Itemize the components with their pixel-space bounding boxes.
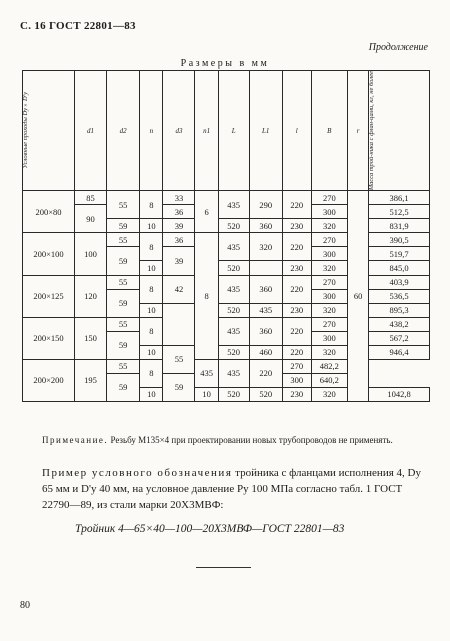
table-caption: Размеры в мм — [180, 58, 270, 69]
cell-L1: 460 — [249, 345, 282, 359]
cell-L1 — [249, 261, 282, 275]
cell-r: 60 — [348, 191, 369, 402]
note-label: Примечание. — [42, 435, 109, 445]
cell-d2: 59 — [107, 373, 140, 401]
cell-B: 320 — [311, 345, 347, 359]
header-L: L — [218, 71, 249, 191]
header-d2: d2 — [107, 71, 140, 191]
cell-dn: 200×100 — [23, 233, 75, 275]
cell-l: 220 — [282, 191, 311, 219]
cell-L: 520 — [218, 387, 249, 401]
header-d1: d1 — [74, 71, 106, 191]
table-row — [23, 233, 430, 247]
cell-d2: 59 — [107, 289, 140, 317]
note-text: Резьбу М135×4 при проектировании новых трубопроводов не применять. — [110, 435, 393, 445]
cell-d2: 55 — [107, 191, 140, 219]
cell-d3: 59 — [163, 373, 195, 401]
cell-B: 320 — [311, 387, 347, 401]
cell-L: 435 — [218, 317, 249, 345]
cell-mass: 482,2 — [311, 359, 347, 373]
cell-mass: 1042,8 — [369, 387, 430, 401]
cell-mass: 386,1 — [369, 191, 430, 205]
header-B: B — [311, 71, 347, 191]
cell-n: 10 — [140, 387, 163, 401]
cell-d3: 36 — [163, 205, 195, 219]
table-header-row — [23, 71, 430, 191]
cell-B: 320 — [311, 219, 347, 233]
cell-mass: 519,7 — [369, 247, 430, 261]
cell-L1: 360 — [249, 275, 282, 303]
cell-d2: 59 — [107, 219, 140, 233]
cell-l: 220 — [282, 233, 311, 261]
cell-l: 220 — [282, 345, 311, 359]
separator-line — [196, 567, 251, 568]
continuation-label: Продолжение — [368, 42, 428, 53]
cell-n: 8 — [140, 317, 163, 345]
cell-d1: 150 — [74, 317, 106, 359]
cell-d3: 33 — [163, 191, 195, 205]
header-mass: Масса трой-ника с флан-цами, кг, не более — [369, 71, 430, 191]
cell-mass: 831,9 — [369, 219, 430, 233]
cell-dn: 200×125 — [23, 275, 75, 317]
cell-n: 10 — [140, 219, 163, 233]
cell-B: 300 — [311, 247, 347, 261]
cell-l: 220 — [249, 359, 282, 387]
cell-n1: 10 — [195, 387, 218, 401]
cell-d1: 90 — [74, 205, 106, 233]
cell-d3: 42 — [163, 275, 195, 303]
table-note — [42, 434, 432, 447]
page-header: С. 16 ГОСТ 22801—83 — [20, 20, 136, 32]
cell-l: 230 — [282, 303, 311, 317]
cell-B: 300 — [311, 331, 347, 345]
dimensions-table — [22, 70, 430, 402]
cell-B: 320 — [311, 261, 347, 275]
cell-L1: 320 — [249, 233, 282, 261]
cell-d3: 55 — [163, 345, 195, 373]
cell-n: 10 — [140, 345, 163, 359]
cell-L: 435 — [218, 191, 249, 219]
cell-dn: 200×80 — [23, 191, 75, 233]
cell-L1: 360 — [249, 219, 282, 233]
cell-l: 220 — [282, 275, 311, 303]
cell-n: 8 — [140, 233, 163, 261]
cell-mass: 895,3 — [369, 303, 430, 317]
cell-B: 270 — [311, 191, 347, 205]
table-row — [23, 317, 430, 331]
cell-B: 270 — [282, 359, 311, 373]
cell-L: 520 — [218, 345, 249, 359]
cell-d2: 55 — [107, 317, 140, 331]
cell-mass: 567,2 — [369, 331, 430, 345]
cell-n: 8 — [140, 359, 163, 387]
table-row — [23, 191, 430, 205]
cell-L1: 290 — [249, 191, 282, 219]
cell-L: 435 — [195, 359, 218, 387]
header-n: n — [140, 71, 163, 191]
designation-formula: Тройник 4—65×40—100—20Х3МВФ—ГОСТ 22801—83 — [75, 523, 345, 535]
cell-n: 10 — [140, 261, 163, 275]
example-heading: Пример условного обозначения — [42, 467, 233, 479]
cell-mass: 845,0 — [369, 261, 430, 275]
cell-d2: 55 — [107, 359, 140, 373]
table-row — [23, 275, 430, 289]
cell-L1: 435 — [249, 303, 282, 317]
designation-example — [42, 465, 430, 513]
cell-n: 8 — [140, 275, 163, 303]
cell-B: 300 — [311, 289, 347, 303]
cell-B: 270 — [311, 233, 347, 247]
cell-L: 520 — [218, 219, 249, 233]
cell-B: 270 — [311, 275, 347, 289]
cell-d3: 39 — [163, 219, 195, 233]
cell-l: 230 — [282, 219, 311, 233]
cell-B: 320 — [311, 303, 347, 317]
header-d3: d3 — [163, 71, 195, 191]
cell-d3: 36 — [163, 233, 195, 247]
header-dn: Условные проходы Dy×D'y — [23, 71, 75, 191]
cell-mass: 640,2 — [311, 373, 347, 387]
cell-d1: 85 — [74, 191, 106, 205]
cell-dn: 200×200 — [23, 359, 75, 401]
cell-d2: 59 — [107, 331, 140, 359]
cell-l: 230 — [282, 387, 311, 401]
cell-n: 10 — [140, 303, 163, 317]
cell-B: 300 — [282, 373, 311, 387]
cell-L1: 520 — [249, 387, 282, 401]
cell-L: 435 — [218, 275, 249, 303]
header-r: r — [348, 71, 369, 191]
cell-d2: 59 — [107, 247, 140, 275]
cell-L1: 360 — [249, 317, 282, 345]
cell-n1: 6 — [195, 191, 218, 233]
cell-L: 520 — [218, 261, 249, 275]
header-n1: n1 — [195, 71, 218, 191]
cell-d1: 195 — [74, 359, 106, 401]
header-L1: L1 — [249, 71, 282, 191]
cell-mass: 403,9 — [369, 275, 430, 289]
cell-d2: 55 — [107, 233, 140, 247]
cell-mass: 512,5 — [369, 205, 430, 219]
example-body: тройника с фланцами исполнения 4, Dy 65 мм и D'y 40 мм, на условное давление Py 100 МПа согласно табл. 1 ГОСТ 22790—89, из стали марки 20Х3МВФ: — [42, 467, 421, 511]
cell-d2: 55 — [107, 275, 140, 289]
cell-d1: 120 — [74, 275, 106, 317]
cell-B: 300 — [311, 205, 347, 219]
cell-n: 8 — [140, 191, 163, 219]
cell-l: 220 — [282, 317, 311, 345]
cell-mass: 438,2 — [369, 317, 430, 331]
cell-L: 520 — [218, 303, 249, 317]
cell-mass: 536,5 — [369, 289, 430, 303]
cell-B: 270 — [311, 317, 347, 331]
cell-l: 230 — [282, 261, 311, 275]
cell-mass: 946,4 — [369, 345, 430, 359]
cell-d3: 39 — [163, 247, 195, 275]
header-l: l — [282, 71, 311, 191]
cell-mass: 390,5 — [369, 233, 430, 247]
page-number: 80 — [20, 600, 30, 611]
cell-L1: 435 — [218, 359, 249, 387]
cell-n1: 8 — [195, 233, 218, 359]
cell-d3 — [163, 303, 195, 345]
cell-d1: 100 — [74, 233, 106, 275]
cell-dn: 200×150 — [23, 317, 75, 359]
cell-L: 435 — [218, 233, 249, 261]
